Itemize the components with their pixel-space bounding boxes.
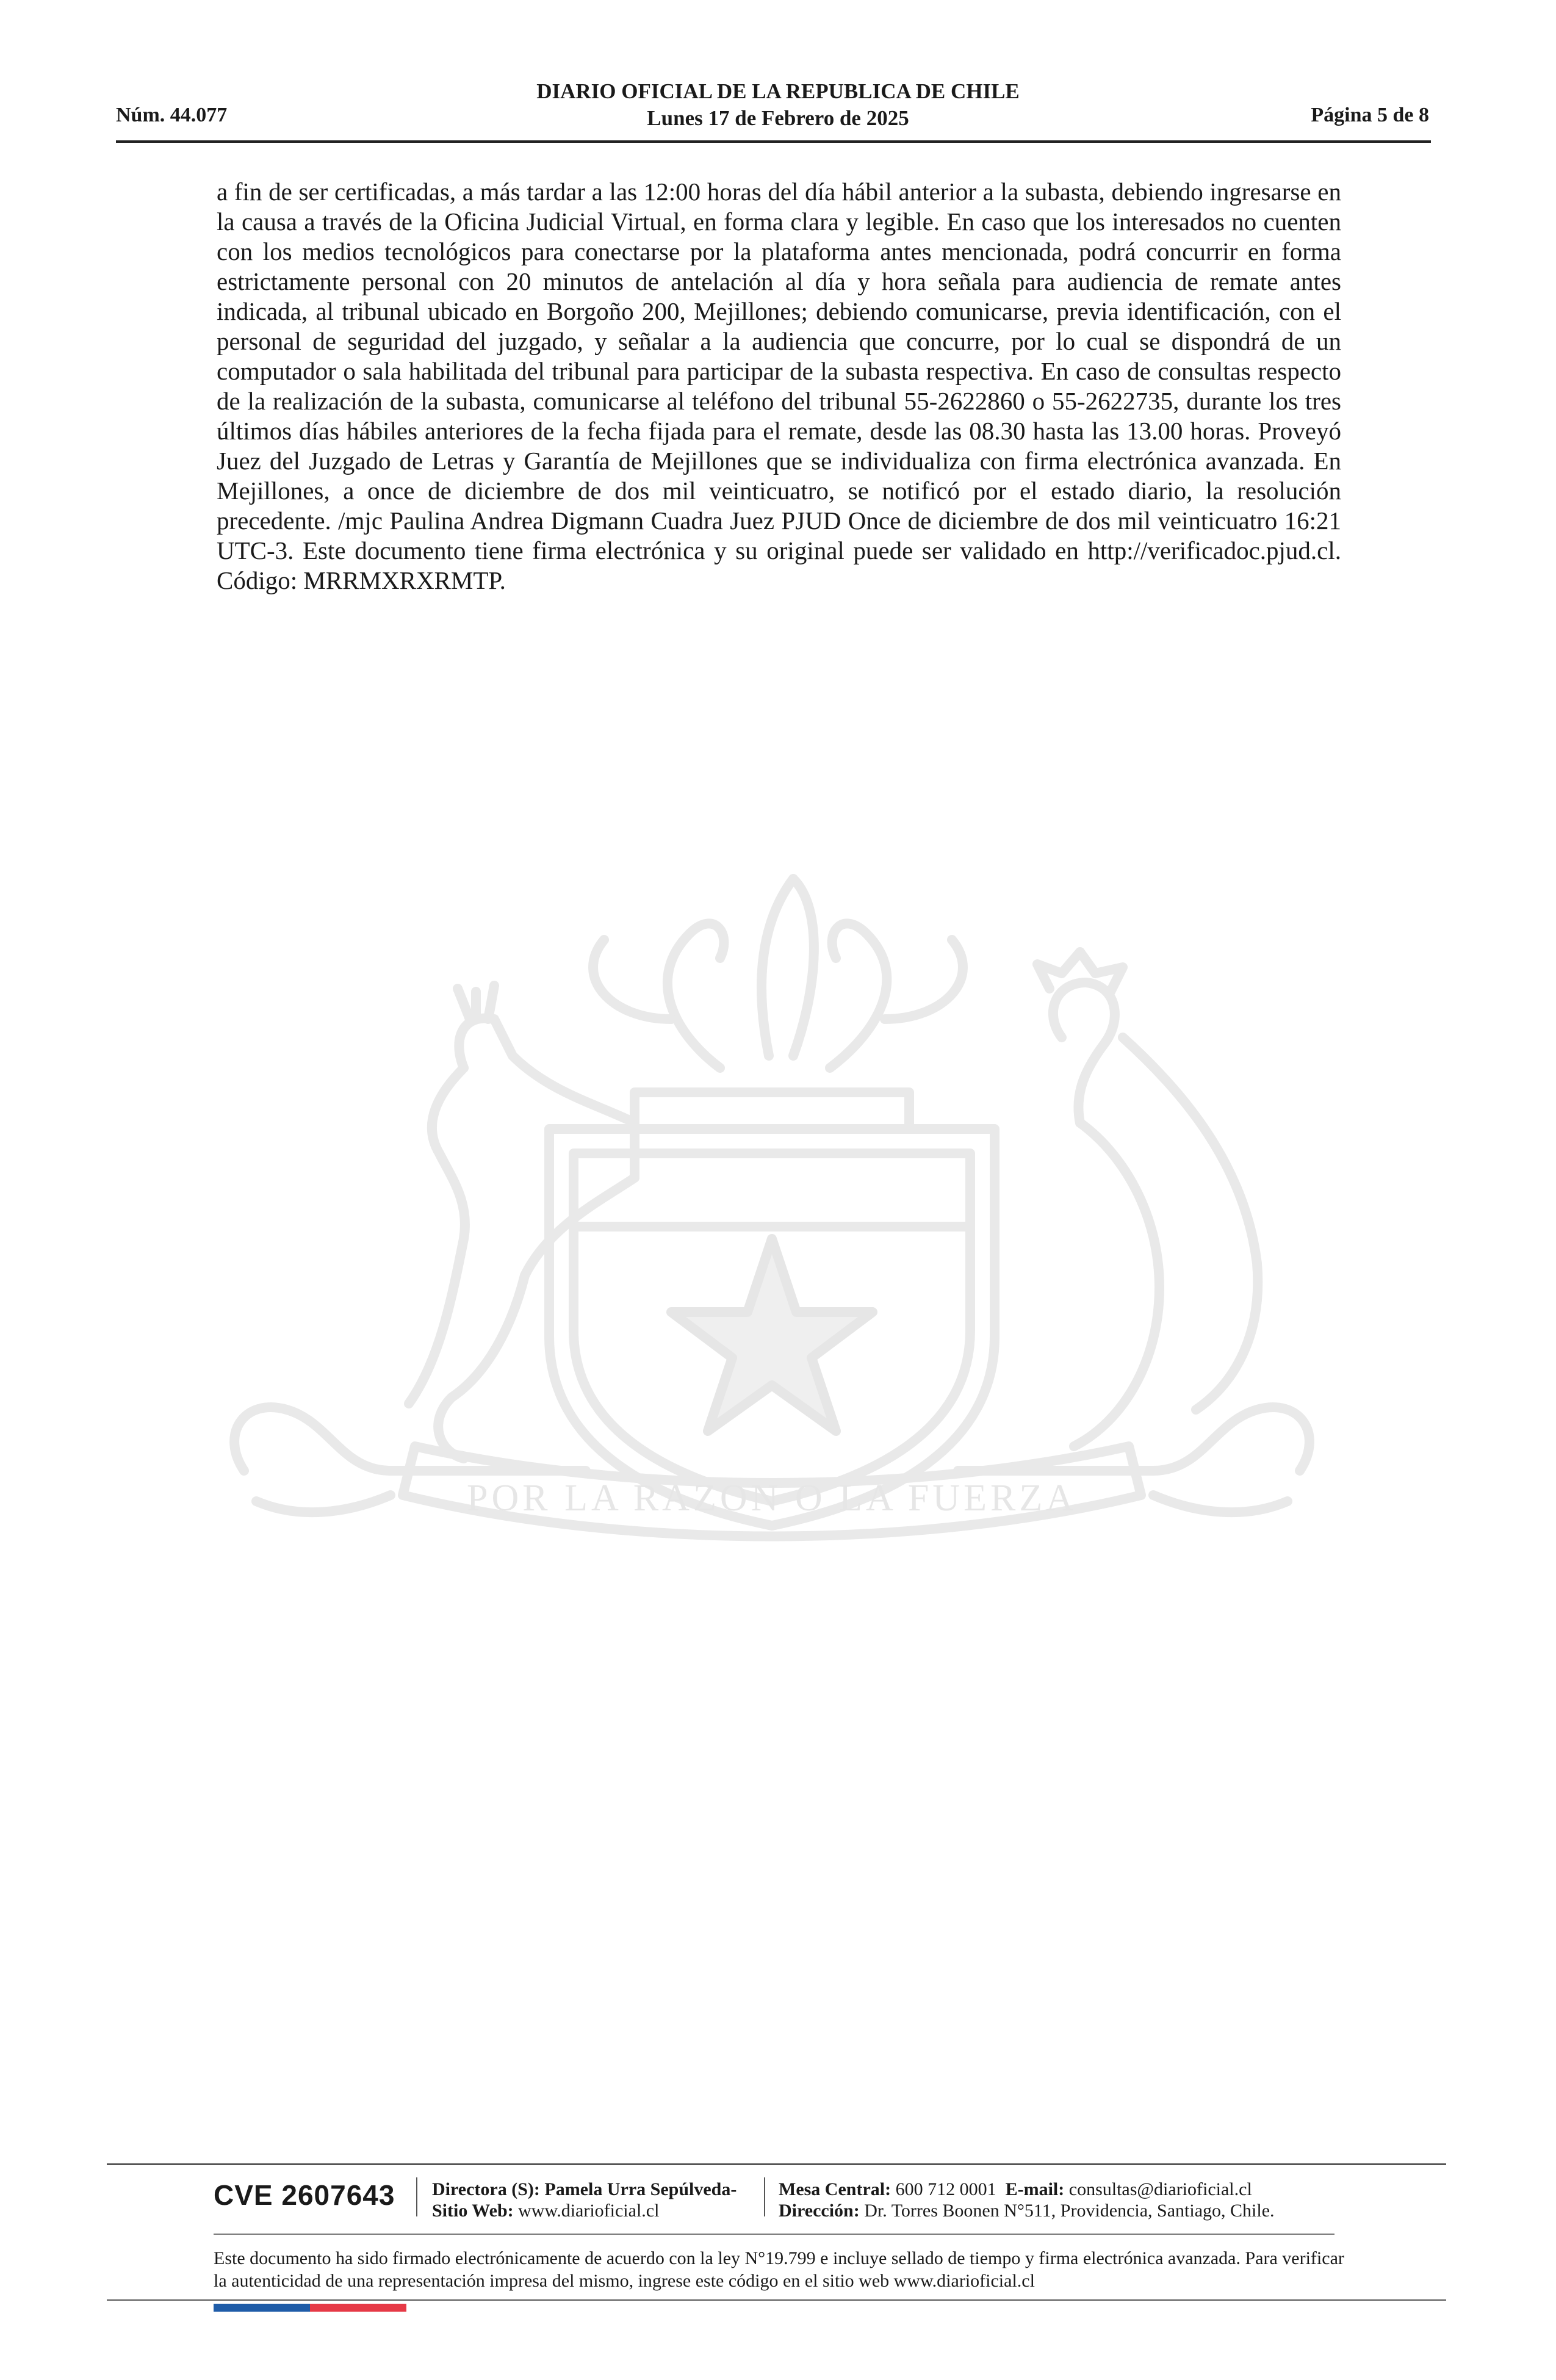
email-link[interactable]: consultas@diarioficial.cl bbox=[1068, 2179, 1252, 2199]
director-name: Pamela Urra Sepúlveda- bbox=[544, 2179, 737, 2199]
email-label: E-mail: bbox=[1005, 2179, 1065, 2199]
director-label: Directora (S): bbox=[432, 2179, 540, 2199]
footer-mid-rule bbox=[214, 2234, 1334, 2235]
footer-separator bbox=[764, 2177, 765, 2216]
phone-label: Mesa Central: bbox=[779, 2179, 891, 2199]
flag-bar-blue bbox=[214, 2304, 310, 2312]
address-value: Dr. Torres Boonen N°511, Providencia, Santiago, Chile. bbox=[864, 2201, 1275, 2221]
phone-value: 600 712 0001 bbox=[895, 2179, 996, 2199]
address-label: Dirección: bbox=[779, 2201, 860, 2221]
cve-code: CVE 2607643 bbox=[214, 2179, 395, 2211]
footer-contact-block bbox=[779, 2179, 1275, 2221]
legal-notice: Este documento ha sido firmado electrónicamente de acuerdo con la ley N°19.799 e incluye sellado de tiempo y firma electrónica avanzada. Para verificar la autenticidad de una representación impresa del mismo, ingrese este código en el sitio web www.diarioficial.cl bbox=[214, 2248, 1344, 2291]
publication-date: Lunes 17 de Febrero de 2025 bbox=[647, 106, 909, 130]
coat-of-arms-watermark-icon bbox=[207, 836, 1336, 1642]
footer-top-rule bbox=[107, 2163, 1446, 2165]
publication-title: DIARIO OFICIAL DE LA REPUBLICA DE CHILE bbox=[536, 79, 1020, 103]
page-number: Página 5 de 8 bbox=[1311, 104, 1429, 126]
footer-director-block bbox=[432, 2179, 737, 2221]
web-link[interactable]: www.diarioficial.cl bbox=[518, 2201, 660, 2221]
web-label: Sitio Web: bbox=[432, 2201, 514, 2221]
document-body bbox=[217, 177, 1341, 596]
issue-number: Núm. 44.077 bbox=[116, 104, 228, 126]
flag-bar-red bbox=[310, 2304, 406, 2312]
footer-separator bbox=[416, 2177, 417, 2216]
header-divider bbox=[116, 140, 1431, 143]
body-paragraph: a fin de ser certificadas, a más tardar a las 12:00 horas del día hábil anterior a la subasta, debiendo ingresarse en la causa a través de la Oficina Judicial Virtual, en forma clara y legible. En caso que los interesados no cuenten con los medios tecnológicos para conectarse por la plataforma antes mencionada, podrá concurrir en forma estrictamente personal con 20 minutos de antelación al día y hora señala para audiencia de remate antes indicada, al tribunal ubicado en Borgoño 200, Mejillones; debiendo comunicarse, previa identificación, con el personal de seguridad del juzgado, y señalar a la audiencia que concurre, por lo cual se dispondrá de un computador o sala habilitada del tribunal para participar de la subasta respectiva. En caso de consultas respecto de la realización de la subasta, comunicarse al teléfono del tribunal 55-2622860 o 55-2622735, durante los tres últimos días hábiles anteriores de la fecha fijada para el remate, desde las 08.30 hasta las 13.00 horas. Proveyó Juez del Juzgado de Letras y Garantía de Mejillones que se individualiza con firma electrónica avanzada. En Mejillones, a once de diciembre de dos mil veinticuatro, se notificó por el estado diario, la resolución precedente. /mjc Paulina Andrea Digmann Cuadra Juez PJUD Once de diciembre de dos mil veinticuatro 16:21 UTC-3. Este documento tiene firma electrónica y su original puede ser validado en http://verificadoc.pjud.cl. Código: MRRMXRXRMTP. bbox=[217, 178, 1341, 594]
footer-bottom-rule bbox=[107, 2299, 1446, 2301]
motto-text: POR LA RAZON O LA FUERZA bbox=[466, 1477, 1078, 1519]
